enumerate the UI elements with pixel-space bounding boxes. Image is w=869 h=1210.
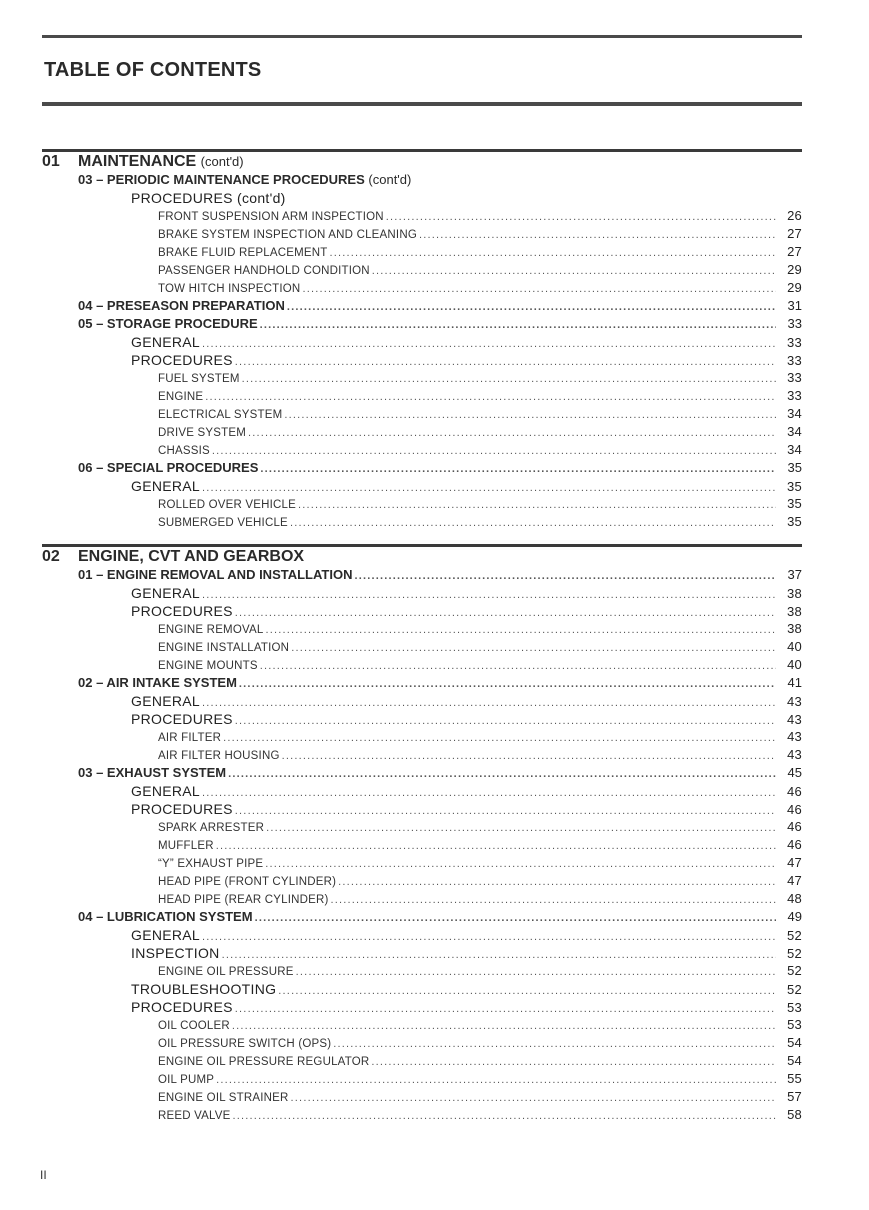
toc-entry-page-number: 57 [787,1089,802,1104]
toc-entry-label: 03 – PERIODIC MAINTENANCE PROCEDURES (cont'd) [78,172,412,187]
toc-entry-level-3[interactable] [42,207,802,225]
toc-entry-label: ROLLED OVER VEHICLE [158,499,297,511]
toc-entry-level-3[interactable] [42,513,802,531]
toc-entry-page-number: 40 [787,657,802,672]
toc-entry-page-number: 33 [787,388,802,403]
dot-leader [284,406,776,424]
toc-entry-level-3[interactable] [42,638,802,656]
toc-entry-level-1[interactable] [42,297,802,315]
toc-entry-level-2[interactable] [42,477,802,495]
dot-leader [291,1089,776,1107]
dot-leader [329,244,776,262]
toc-entry-label: 02 – AIR INTAKE SYSTEM [78,675,237,690]
dot-leader [333,1035,776,1053]
toc-entry-page-number: 33 [787,316,802,331]
dot-leader [291,639,776,657]
toc-entry-label: 04 – LUBRICATION SYSTEM [78,909,253,924]
toc-entry-page-number: 29 [787,262,802,277]
dot-leader [248,424,776,442]
dot-leader [266,819,776,837]
toc-entry-page-number: 55 [787,1071,802,1086]
toc-entry-level-2[interactable] [42,944,802,962]
dot-leader [372,262,776,280]
toc-entry-page-number: 52 [786,928,802,943]
toc-entry-page-number: 43 [786,694,802,709]
toc-entry-page-number: 33 [787,370,802,385]
toc-entry-page-number: 52 [786,946,802,961]
toc-entry-level-3[interactable] [42,836,802,854]
toc-entry-label: OIL PRESSURE SWITCH (OPS) [158,1038,332,1050]
dot-leader [354,567,776,585]
toc-entry-page-number: 46 [786,784,802,799]
toc-entry-page-number: 34 [787,406,802,421]
toc-entry-page-number: 43 [787,729,802,744]
toc-entry-label: DRIVE SYSTEM [158,427,247,439]
toc-entry-label: ENGINE REMOVAL [158,624,264,636]
toc-entry-level-2[interactable] [42,584,802,602]
toc-entry-page-number: 46 [787,837,802,852]
toc-entry-level-3[interactable] [42,854,802,872]
toc-entry-label: FUEL SYSTEM [158,373,240,385]
toc-entry-label: ENGINE OIL STRAINER [158,1092,289,1104]
dot-leader [223,729,776,747]
dot-leader [287,298,776,316]
toc-entry-page-number: 37 [787,567,802,582]
dot-leader [386,208,776,226]
toc-entry-page-number: 31 [787,298,802,313]
toc-entry-page-number: 43 [786,712,802,727]
toc-entry-page-number: 58 [787,1107,802,1122]
toc-entry-page-number: 43 [787,747,802,762]
toc-section-maintenance [42,149,802,531]
toc-entry-page-number: 33 [786,335,802,350]
dot-leader [296,963,776,981]
toc-entry-label: BRAKE FLUID REPLACEMENT [158,247,328,259]
toc-entry-page-number: 54 [787,1035,802,1050]
dot-leader [265,621,776,639]
toc-entry-page-number: 49 [787,909,802,924]
toc-entry-level-3[interactable] [42,495,802,513]
toc-section-engine-cvt-gearbox [42,544,802,1124]
toc-entry-level-1[interactable] [42,908,802,926]
dot-leader [290,514,776,532]
toc-entry-label: 04 – PRESEASON PREPARATION [78,298,285,313]
toc-entry-label: TOW HITCH INSPECTION [158,283,301,295]
dot-leader [216,1071,776,1089]
toc-entry-label: GENERAL [131,585,201,601]
toc-entry-level-1[interactable] [42,566,802,584]
toc-entry-page-number: 46 [786,802,802,817]
toc-entry-page-number: 52 [786,982,802,997]
toc-entry-suffix: (cont'd) [368,172,412,187]
toc-entry-level-3[interactable] [42,243,802,261]
toc-entry-level-1[interactable] [42,674,802,692]
toc-entry-level-3[interactable] [42,962,802,980]
toc-entry-level-2[interactable] [42,333,802,351]
toc-entry-level-3[interactable] [42,656,802,674]
toc-entry-level-3[interactable] [42,225,802,243]
toc-entry-label: 01 – ENGINE REMOVAL AND INSTALLATION [78,567,353,582]
toc-entry-page-number: 38 [787,621,802,636]
dot-leader [228,765,776,783]
toc-entry-level-1[interactable] [42,171,802,189]
toc-entry-label: PROCEDURES [131,999,233,1015]
toc-entry-page-number: 27 [787,226,802,241]
toc-entry-label: ENGINE OIL PRESSURE [158,966,294,978]
dot-leader [282,747,776,765]
dot-leader [260,316,776,334]
toc-entry-label: PROCEDURES [131,352,233,368]
toc-entry-label: TROUBLESHOOTING [131,981,277,997]
toc-entry-label: 06 – SPECIAL PROCEDURES [78,460,259,475]
toc-entry-label: INSPECTION [131,945,220,961]
dot-leader [260,460,776,478]
toc-entry-label: OIL COOLER [158,1020,230,1032]
toc-entry-label: ENGINE OIL PRESSURE REGULATOR [158,1056,370,1068]
toc-entry-level-3[interactable] [42,890,802,908]
toc-entry-label: GENERAL [131,927,201,943]
toc-entry-level-2[interactable] [42,692,802,710]
toc-entry-level-3[interactable] [42,369,802,387]
toc-entry-label: AIR FILTER [158,732,222,744]
toc-entry-level-3[interactable] [42,746,802,764]
toc-entry-level-2[interactable] [42,998,802,1016]
toc-entry-page-number: 54 [787,1053,802,1068]
toc-entry-level-3[interactable] [42,872,802,890]
toc-entry-level-2[interactable] [42,782,802,800]
page-number: II [40,1168,47,1182]
dot-leader [419,226,776,244]
section-heading[interactable] [42,152,802,171]
toc-entry-label: “Y” EXHAUST PIPE [158,858,264,870]
section-entries [42,171,802,531]
toc-entry-label: SUBMERGED VEHICLE [158,517,288,529]
toc-entry-level-2[interactable] [42,602,802,620]
toc-entry-level-1[interactable] [42,315,802,333]
toc-entry-page-number: 45 [787,765,802,780]
dot-leader [371,1053,776,1071]
toc-entry-label: SPARK ARRESTER [158,822,265,834]
toc-entry-page-number: 34 [787,442,802,457]
toc-entry-page-number: 47 [787,855,802,870]
toc-entry-label: GENERAL [131,478,201,494]
dot-leader [331,891,776,909]
toc-entry-page-number: 41 [787,675,802,690]
toc-entry-page-number: 26 [787,208,802,223]
toc-entry-label: AIR FILTER HOUSING [158,750,280,762]
toc-entry-level-1[interactable] [42,764,802,782]
toc-entry-label: PROCEDURES (cont'd) [131,190,286,206]
toc-entry-label: GENERAL [131,693,201,709]
section-title: MAINTENANCE (cont'd) [78,153,244,170]
dot-leader [242,370,776,388]
toc-entry-level-2[interactable] [42,926,802,944]
toc-entry-level-3[interactable] [42,261,802,279]
toc-entry-label: HEAD PIPE (REAR CYLINDER) [158,894,329,906]
toc-entry-label: 03 – EXHAUST SYSTEM [78,765,227,780]
toc-entry-level-2[interactable] [42,710,802,728]
toc-entry-level-3[interactable] [42,423,802,441]
toc-entry-page-number: 48 [787,891,802,906]
toc-entry-page-number: 40 [787,639,802,654]
toc-entry-label: OIL PUMP [158,1074,215,1086]
toc-entry-label: CHASSIS [158,445,210,457]
toc-entry-page-number: 35 [787,514,802,529]
dot-leader [233,1107,776,1125]
toc-entry-label: GENERAL [131,334,201,350]
toc-entry-level-3[interactable] [42,1070,802,1088]
toc-entry-level-3[interactable] [42,1052,802,1070]
toc-entry-label: FRONT SUSPENSION ARM INSPECTION [158,211,384,223]
toc-entry-level-2[interactable] [42,351,802,369]
section-number: 02 [42,548,60,565]
header-bottom-rule [42,102,802,106]
toc-entry-level-3[interactable] [42,1016,802,1034]
toc-entry-level-3[interactable] [42,818,802,836]
section-title: ENGINE, CVT AND GEARBOX [78,548,305,565]
toc-entry-page-number: 34 [787,424,802,439]
toc-entry-page-number: 53 [786,1000,802,1015]
dot-leader [260,657,776,675]
toc-entry-label: REED VALVE [158,1110,231,1122]
toc-entry-page-number: 38 [786,586,802,601]
toc-entry-label: MUFFLER [158,840,214,852]
toc-entry-page-number: 35 [787,460,802,475]
toc-entry-page-number: 53 [787,1017,802,1032]
toc-entry-page-number: 27 [787,244,802,259]
toc-entry-level-3[interactable] [42,620,802,638]
dot-leader [205,388,776,406]
toc-entry-label: HEAD PIPE (FRONT CYLINDER) [158,876,337,888]
toc-entry-level-3[interactable] [42,1088,802,1106]
toc-entry-page-number: 46 [787,819,802,834]
toc-entry-level-2[interactable] [42,800,802,818]
page-title: TABLE OF CONTENTS [44,59,262,81]
section-title-suffix: (cont'd) [200,154,244,169]
toc-entry-level-3[interactable] [42,728,802,746]
toc-entry-level-1[interactable] [42,459,802,477]
toc-entry-label: PASSENGER HANDHOLD CONDITION [158,265,370,277]
section-entries [42,566,802,1124]
toc-entry-level-3[interactable] [42,387,802,405]
toc-entry-label: ELECTRICAL SYSTEM [158,409,283,421]
toc-entry-label: GENERAL [131,783,201,799]
dot-leader [265,855,776,873]
toc-entry-label: ENGINE [158,391,204,403]
toc-entry-level-3[interactable] [42,1034,802,1052]
toc-entry-label: 05 – STORAGE PROCEDURE [78,316,258,331]
toc-entry-label: ENGINE INSTALLATION [158,642,290,654]
dot-leader [338,873,776,891]
toc-entry-level-3[interactable] [42,441,802,459]
toc-entry-page-number: 35 [787,496,802,511]
toc-entry-page-number: 33 [786,353,802,368]
toc-entry-level-2[interactable] [42,980,802,998]
toc-entry-level-3[interactable] [42,279,802,297]
toc-entry-page-number: 29 [787,280,802,295]
toc-entry-label: BRAKE SYSTEM INSPECTION AND CLEANING [158,229,417,241]
dot-leader [212,442,776,460]
toc-entry-level-3[interactable] [42,405,802,423]
section-heading[interactable] [42,547,802,566]
toc-entry-label: PROCEDURES [131,801,233,817]
toc-entry-page-number: 38 [786,604,802,619]
toc-entry-label: PROCEDURES [131,603,233,619]
toc-entry-level-2[interactable] [42,189,802,207]
dot-leader [232,1017,776,1035]
dot-leader [255,909,776,927]
toc-entry-level-3[interactable] [42,1106,802,1124]
dot-leader [298,496,776,514]
toc-entry-label: ENGINE MOUNTS [158,660,258,672]
toc-entry-page-number: 35 [786,479,802,494]
section-number: 01 [42,153,60,170]
toc-entry-page-number: 47 [787,873,802,888]
dot-leader [216,837,776,855]
toc-entry-page-number: 52 [787,963,802,978]
toc-entry-label: PROCEDURES [131,711,233,727]
dot-leader [302,280,776,298]
header-top-rule [42,35,802,38]
dot-leader [239,675,776,693]
